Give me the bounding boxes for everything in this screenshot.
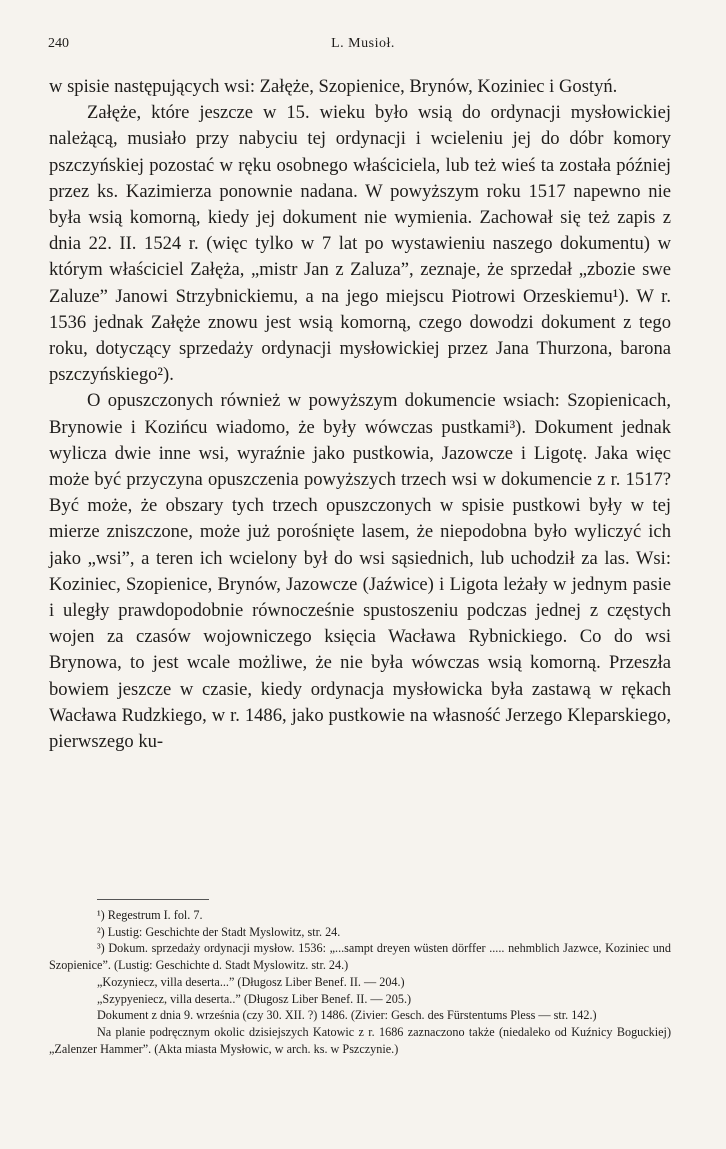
footnote: Dokument z dnia 9. września (czy 30. XII. ?) 1486. (Zivier: Gesch. des Fürstentums Pless — str. 142.) — [97, 1008, 597, 1023]
footnote: ³) Dokum. sprzedaży ordynacji mysłow. 1536: „...sampt dreyen wüsten dörffer ..... nehmblich Jazwce, Koziniec und Szopienice”. (Lustig: Geschichte d. Stadt Myslowitz. str. 24.) — [49, 941, 671, 973]
running-head: L. Musioł. — [331, 36, 395, 51]
body-text — [49, 74, 671, 755]
footnote: „Kozyniecz, villa deserta...” (Długosz Liber Benef. II. — 204.) — [97, 974, 405, 989]
page-number: 240 — [48, 36, 69, 51]
footnote-divider — [97, 899, 209, 900]
footnotes — [49, 907, 671, 1057]
paragraph: O opuszczonych również w powyższym dokumencie wsiach: Szopienicach, Brynowie i Kozińcu wiadomo, że były wówczas pustkami³). Dokument jednak wylicza dwie inne wsi, wyraźnie jako pustkowia, Jazowcze i Ligotę. Jaka więc może być przyczyna opuszczenia powyższych trzech wsi w dokumencie z r. 1517? Być może, że obszary tych trzech opuszczonych w spisie pustkowi były w tej mierze zniszczone, może już porośnięte lasem, że niepodobna było wyliczyć ich jako „wsi”, a teren ich wcielony był do wsi sąsiednich, lub uchodził za las. Wsi: Koziniec, Szopienice, Brynów, Jazowcze (Jaźwice) i Ligota leżały w jednym pasie i uległy prawdopodobnie równocześnie spustoszeniu podczas jednej z częstych wojen za czasów wojowniczego księcia Wacława Rybnickiego. Co do wsi Brynowa, to jest wcale możliwe, że nie była wówczas wsią komorną. Przeszła bowiem jeszcze w czasie, kiedy ordynacja mysłowicka była zastawą w rękach Wacława Rudzkiego, w r. 1486, jako pustkowie na własność Jerzego Kleparskiego, pierwszego ku- — [49, 390, 671, 753]
footnote: ²) Lustig: Geschichte der Stadt Myslowitz, str. 24. — [97, 924, 341, 939]
footnote: Na planie podręcznym okolic dzisiejszych Katowic z r. 1686 zaznaczono także (niedaleko od Kuźnicy Boguckiej) „Zalenzer Hammer”. (Akta miasta Mysłowic, w arch. ks. w Pszczynie.) — [49, 1024, 671, 1056]
paragraph: w spisie następujących wsi: Załęże, Szopienice, Brynów, Koziniec i Gostyń. — [49, 76, 618, 97]
footnote: „Szypyeniecz, villa deserta..” (Długosz Liber Benef. II. — 205.) — [97, 991, 412, 1006]
page-header — [48, 36, 678, 56]
footnote: ¹) Regestrum I. fol. 7. — [97, 908, 203, 922]
paragraph: Załęże, które jeszcze w 15. wieku było wsią do ordynacji mysłowickiej należącą, musiało przy nabyciu tej ordynacji i wcieleniu jej do dóbr komory pszczyńskiej pozostać w ręku osobnego właściciela, lub też wieś ta została później przez ks. Kazimierza ponownie nadana. W powyższym roku 1517 napewno nie była wsią komorną, kiedy jej dokument nie wymienia. Zachował się też zapis z dnia 22. II. 1524 r. (więc tylko w 7 lat po wystawieniu naszego dokumentu) w którym właściciel Załęża, „mistr Jan z Zaluza”, zeznaje, że sprzedał „zbozie swe Zaluze” Janowi Strzybnickiemu, a na jego miejscu Piotrowi Orzeskiemu¹). W r. 1536 jednak Załęże znowu jest wsią komorną, czego dowodzi dokument z tego roku, dotyczący sprzedaży ordynacji mysłowickiej przez Jana Thurzona, barona pszczyńskiego²). — [49, 102, 671, 386]
